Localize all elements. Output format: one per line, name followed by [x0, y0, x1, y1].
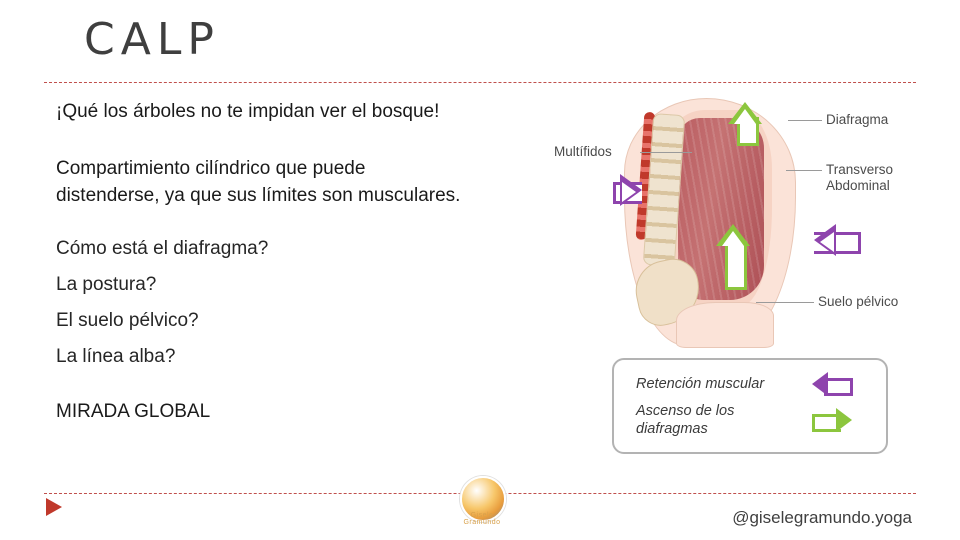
question-item-4: La línea alba? [56, 346, 176, 367]
question-item-3: El suelo pélvico? [56, 310, 199, 331]
closing-line: MIRADA GLOBAL [56, 401, 211, 422]
spacer-2 [56, 209, 556, 231]
arrow-right-multifidos-icon [596, 174, 642, 206]
play-triangle-icon [46, 498, 62, 516]
paragraph-line-2: distenderse, ya que sus límites son musculares. [56, 185, 461, 206]
page-title: CALP [84, 14, 220, 65]
leader-line-suelo-pelvico [756, 302, 814, 303]
arrow-right-green-icon [812, 408, 852, 432]
title-divider [44, 82, 916, 83]
legend-row-retencion [636, 372, 852, 396]
label-suelo-pelvico: Suelo pélvico [818, 294, 899, 309]
arrow-up-pelvic-floor-icon [716, 224, 750, 290]
arrow-left-transverse-icon [814, 224, 872, 256]
anatomy-illustration [556, 96, 946, 344]
legend-box [612, 358, 888, 454]
thigh-silhouette [676, 302, 774, 348]
paragraph-line-1: Compartimiento cilíndrico que puede [56, 158, 366, 179]
question-item-2: La postura? [56, 274, 157, 295]
spacer-1 [56, 125, 556, 155]
brand-logo-caption: Gisele Gramundo [463, 512, 501, 526]
arrow-up-diaphragm-icon [728, 102, 762, 146]
label-diafragma: Diafragma [826, 112, 889, 127]
leader-line-multifidos [640, 152, 692, 153]
intro-line: ¡Qué los árboles no te impidan ver el bosque! [56, 101, 440, 122]
label-transverso-abdominal: Transverso Abdominal [826, 162, 894, 193]
legend-label-ascenso: Ascenso de los diafragmas [636, 403, 735, 437]
legend-row-ascenso [636, 402, 852, 438]
social-handle: @giselegramundo.yoga [732, 508, 912, 527]
label-multifidos: Multífidos [554, 144, 612, 159]
question-item-1: Cómo está el diafragma? [56, 238, 269, 259]
leader-line-transverso [786, 170, 822, 171]
arrow-left-purple-icon [812, 372, 852, 396]
leader-line-diafragma [788, 120, 822, 121]
body-text-block [56, 98, 556, 423]
legend-label-retencion: Retención muscular [636, 376, 765, 392]
